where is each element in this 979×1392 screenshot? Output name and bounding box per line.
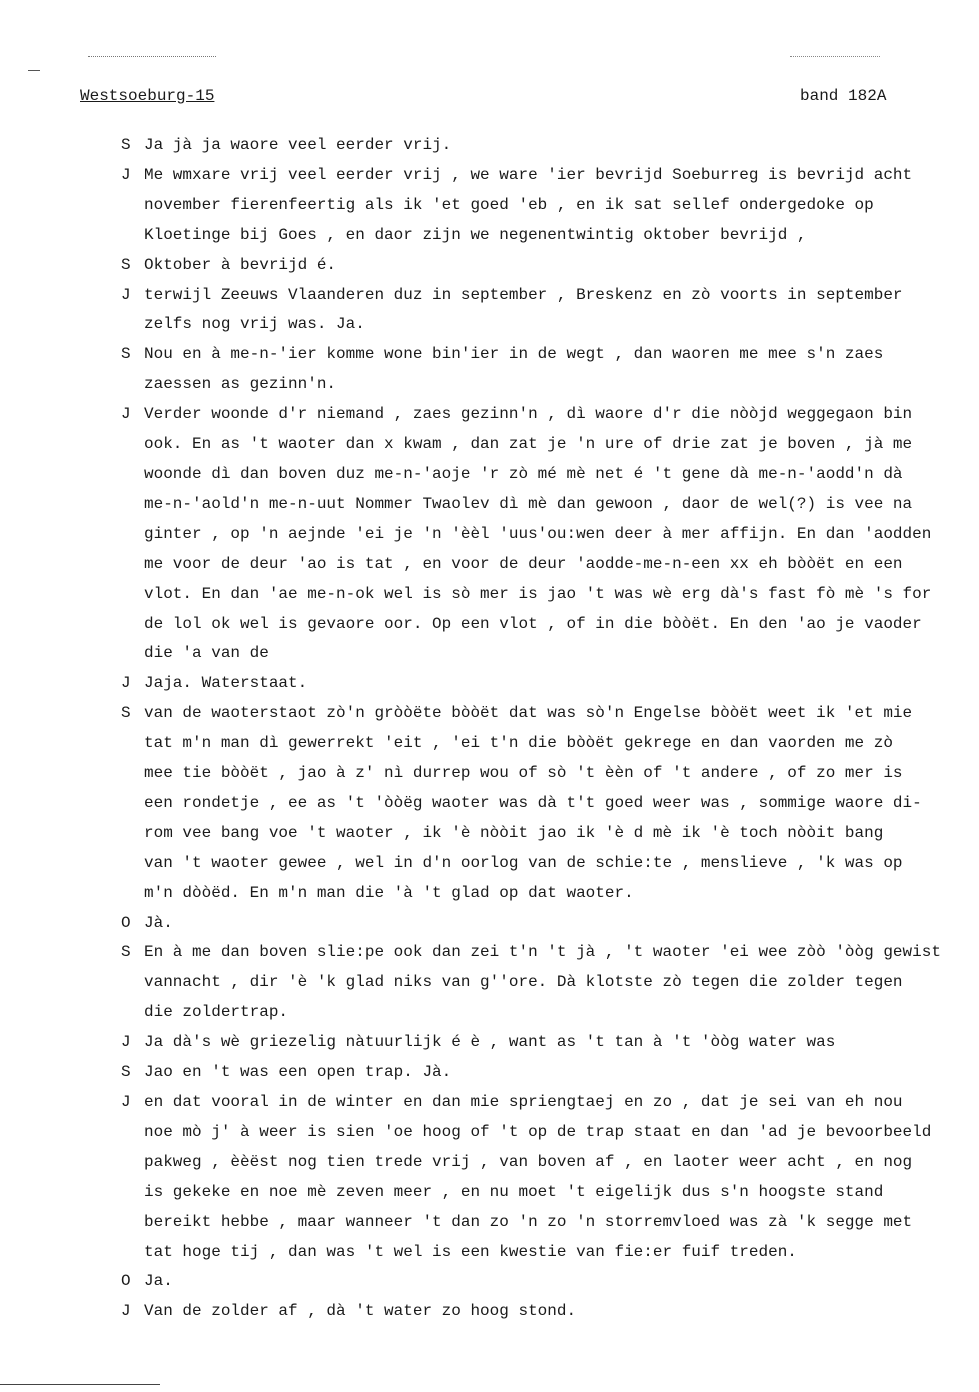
transcript-line: m'n dòòëd. En m'n man die 'à 't glad op dat waoter. <box>144 883 634 902</box>
margin-mark <box>28 70 40 71</box>
transcript-turn <box>0 1028 979 1058</box>
transcript-line: Jao en 't was een open trap. Jà. <box>144 1063 452 1082</box>
speaker-label: J <box>121 405 131 424</box>
transcript-line: Jaja. Waterstaat. <box>144 674 308 693</box>
transcript-line: zelfs nog vrij was. Ja. <box>144 315 365 334</box>
transcript-turn <box>0 161 979 251</box>
speaker-label: J <box>121 674 131 693</box>
transcript-line: En à me dan boven slie:pe ook dan zei t'n 't jà , 't waoter 'ei wee zòò 'òòg gewist <box>144 943 941 962</box>
transcript-line: rom vee bang voe 't waoter , ik 'è nòòit jao ik 'è d mè ik 'è toch nòòit bang <box>144 823 884 842</box>
transcript-line: die 'a van de <box>144 644 269 663</box>
transcript-turn <box>0 669 979 699</box>
transcript-line: me voor de deur 'ao is tat , en voor de deur 'aodde-me-n-een xx eh bòòët en een <box>144 554 903 573</box>
transcript-line: Ja jà ja waore veel eerder vrij. <box>144 136 452 154</box>
transcript-turn <box>0 699 979 908</box>
speaker-label: S <box>121 345 131 364</box>
transcript-line: en dat vooral in de winter en dan mie spriengtaej en zo , dat je sei van eh nou <box>144 1093 903 1111</box>
transcript-line: november fierenfeertig als ik 'et goed 'eb , en ik sat sellef ondergedoke op <box>144 195 874 214</box>
speaker-label: S <box>121 255 131 274</box>
transcript-line: vlot. En dan 'ae me-n-ok wel is sò mer is jao 't was wè erg dà's fast fò mè 's for <box>144 584 932 603</box>
scan-smudge <box>0 1384 160 1386</box>
transcript-turn <box>0 400 979 669</box>
transcript-line: mee tie bòòët , jao à z' nì durrep wou of sò 't èèn of 't andere , of zo mer is <box>144 764 903 783</box>
transcript-line: Verder woonde d'r niemand , zaes gezinn'n , dì waore d'r die nòòjd weggegaon bin <box>144 405 913 424</box>
speaker-label: J <box>121 285 131 304</box>
scan-smudge <box>88 56 216 59</box>
transcript-line: tat hoge tij , dan was 't wel is een kwestie van fie:er fuif treden. <box>144 1242 797 1261</box>
transcript-line: Nou en à me-n-'ier komme wone bin'ier in de wegt , dan waoren me mee s'n zaes <box>144 345 884 364</box>
speaker-label: J <box>121 165 131 184</box>
transcript-line: vannacht , dir 'è 'k glad niks van g''ore. Dà klotste zò tegen die zolder tegen <box>144 973 903 992</box>
transcript-turn <box>0 131 979 161</box>
transcript-line: me-n-'aold'n me-n-uut Nommer Twaolev dì mè dan gewoon , daor de wel(?) is vee na <box>144 494 913 513</box>
transcript-line: woonde dì dan boven duz me-n-'aoje 'r zò mé mè net é 't gene dà me-n-'aodd'n dà <box>144 464 903 483</box>
transcript-line: pakweg , èèëst nog tien trede vrij , van boven af , en laoter weer acht , en nog <box>144 1152 913 1171</box>
transcript-line: is gekeke en noe mè zeven meer , en nu moet 't eigelijk dus s'n hoogste stand <box>144 1182 884 1201</box>
transcript-line: tat m'n man dì gewerrekt 'eit , 'ei t'n die bòòët gekrege en dan vaorden me zò <box>144 734 893 753</box>
speaker-label: O <box>121 913 131 932</box>
transcript-line: Van de zolder af , dà 't water zo hoog stond. <box>144 1302 577 1321</box>
speaker-label: O <box>121 1272 131 1291</box>
transcript-line: de lol ok wel is gevaore oor. Op een vlot , of in die bòòët. En den 'ao je vaoder <box>144 614 922 633</box>
transcript-line: een rondetje , ee as 't 'òòëg waoter was dà t't goed weer was , sommige waore di- <box>144 793 922 812</box>
transcript-turn <box>0 251 979 281</box>
speaker-label: S <box>121 704 131 723</box>
transcript-line: ginter , op 'n aejnde 'ei je 'n 'èèl 'uus'ou:wen deer à mer affijn. En dan 'aodden <box>144 524 932 543</box>
scan-smudge <box>790 56 880 59</box>
document-id: Westsoeburg-15 <box>80 87 215 105</box>
transcript-turn <box>0 938 979 1028</box>
transcript-line: Oktober à bevrijd é. <box>144 255 337 274</box>
transcript-line: Me wmxare vrij veel eerder vrij , we ware 'ier bevrijd Soeburreg is bevrijd acht <box>144 165 913 184</box>
transcript-line: bereikt hebbe , maar wanneer 't dan zo 'n zo 'n storremvloed was zà 'k segge met <box>144 1212 913 1231</box>
transcript-line: terwijl Zeeuws Vlaanderen duz in september , Breskenz en zò voorts in september <box>144 285 903 304</box>
speaker-label: S <box>121 1063 131 1082</box>
speaker-label: J <box>121 1093 131 1111</box>
speaker-label: J <box>121 1033 131 1052</box>
transcript-line: zaessen as gezinn'n. <box>144 375 337 394</box>
transcript-line: Ja dà's wè griezelig nàtuurlijk é è , want as 't tan à 't 'òòg water was <box>144 1033 836 1052</box>
transcript-turn <box>0 1058 979 1088</box>
transcript-line: ook. En as 't waoter dan x kwam , dan zat je 'n ure of drie zat je boven , jà me <box>144 435 913 454</box>
transcript-turn <box>0 340 979 400</box>
tape-label: band 182A <box>800 87 887 105</box>
transcript-line: Kloetinge bij Goes , en daor zijn we negenentwintig oktober bevrijd , <box>144 225 807 244</box>
transcript-turn <box>0 1267 979 1297</box>
transcript-turn <box>0 281 979 341</box>
transcript-line: Ja. <box>144 1272 173 1291</box>
speaker-label: S <box>121 943 131 962</box>
speaker-label: S <box>121 136 131 154</box>
transcript-turn <box>0 1297 979 1327</box>
transcript-line: van 't waoter gewee , wel in d'n oorlog van de schie:te , menslieve , 'k was op <box>144 853 903 872</box>
transcript-turn <box>0 1088 979 1267</box>
transcript-line: noe mò j' à weer is sien 'oe hoog of 't op de trap staat en dan 'ad je bevoorbeeld <box>144 1122 932 1141</box>
speaker-label: J <box>121 1302 131 1321</box>
transcript-line: Jà. <box>144 913 173 932</box>
transcript-line: die zoldertrap. <box>144 1003 289 1022</box>
transcript-line: van de waoterstaot zò'n gròòëte bòòët dat was sò'n Engelse bòòët weet ik 'et mie <box>144 704 913 723</box>
transcript-turn <box>0 909 979 939</box>
transcript <box>0 131 979 1327</box>
